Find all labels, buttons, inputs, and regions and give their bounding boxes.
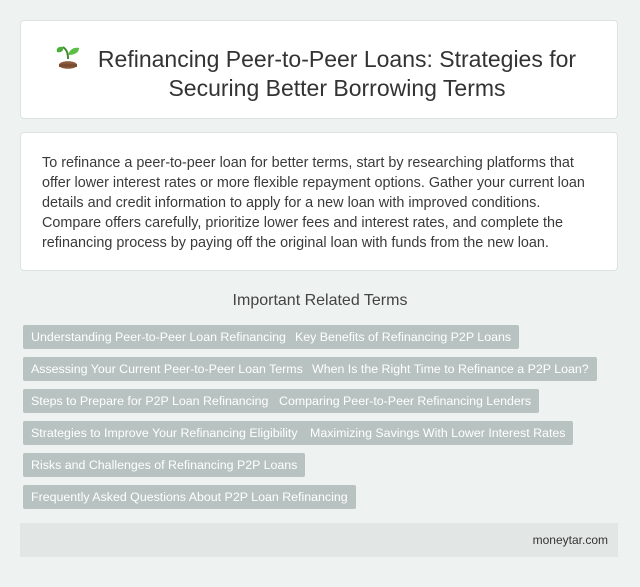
intro-paragraph: To refinance a peer-to-peer loan for better terms, start by researching platforms that offer lower interest rates or more flexible repayment options. Gather your current loan details and credit information to apply for a new loan with improved conditions. Compare offers carefully, prioritize lower fees and interest rates, and complete the refinancing process by paying off the original loan with funds from the new loan.	[42, 155, 585, 251]
related-term-tag[interactable]: Strategies to Improve Your Refinancing Eligibility	[23, 421, 306, 445]
related-term-tag[interactable]: Steps to Prepare for P2P Loan Refinancing	[23, 389, 276, 413]
intro-card	[20, 132, 618, 271]
footer-site-link[interactable]: moneytar.com	[532, 533, 608, 547]
title-card	[20, 20, 618, 119]
related-term-tag[interactable]: Frequently Asked Questions About P2P Loan Refinancing	[23, 485, 356, 509]
page-title: Refinancing Peer-to-Peer Loans: Strategies for Securing Better Borrowing Terms	[97, 46, 577, 101]
related-term-tag[interactable]: When Is the Right Time to Refinance a P2P Loan?	[304, 357, 597, 381]
related-term-tag[interactable]: Maximizing Savings With Lower Interest Rates	[302, 421, 573, 445]
related-term-tag[interactable]: Understanding Peer-to-Peer Loan Refinancing	[23, 325, 294, 349]
related-term-tag[interactable]: Key Benefits of Refinancing P2P Loans	[287, 325, 519, 349]
related-term-tag[interactable]: Risks and Challenges of Refinancing P2P Loans	[23, 453, 305, 477]
related-term-tag[interactable]: Assessing Your Current Peer-to-Peer Loan Terms	[23, 357, 311, 381]
related-term-tag[interactable]: Comparing Peer-to-Peer Refinancing Lenders	[271, 389, 539, 413]
related-terms-heading: Important Related Terms	[232, 292, 408, 309]
footer	[20, 523, 618, 557]
